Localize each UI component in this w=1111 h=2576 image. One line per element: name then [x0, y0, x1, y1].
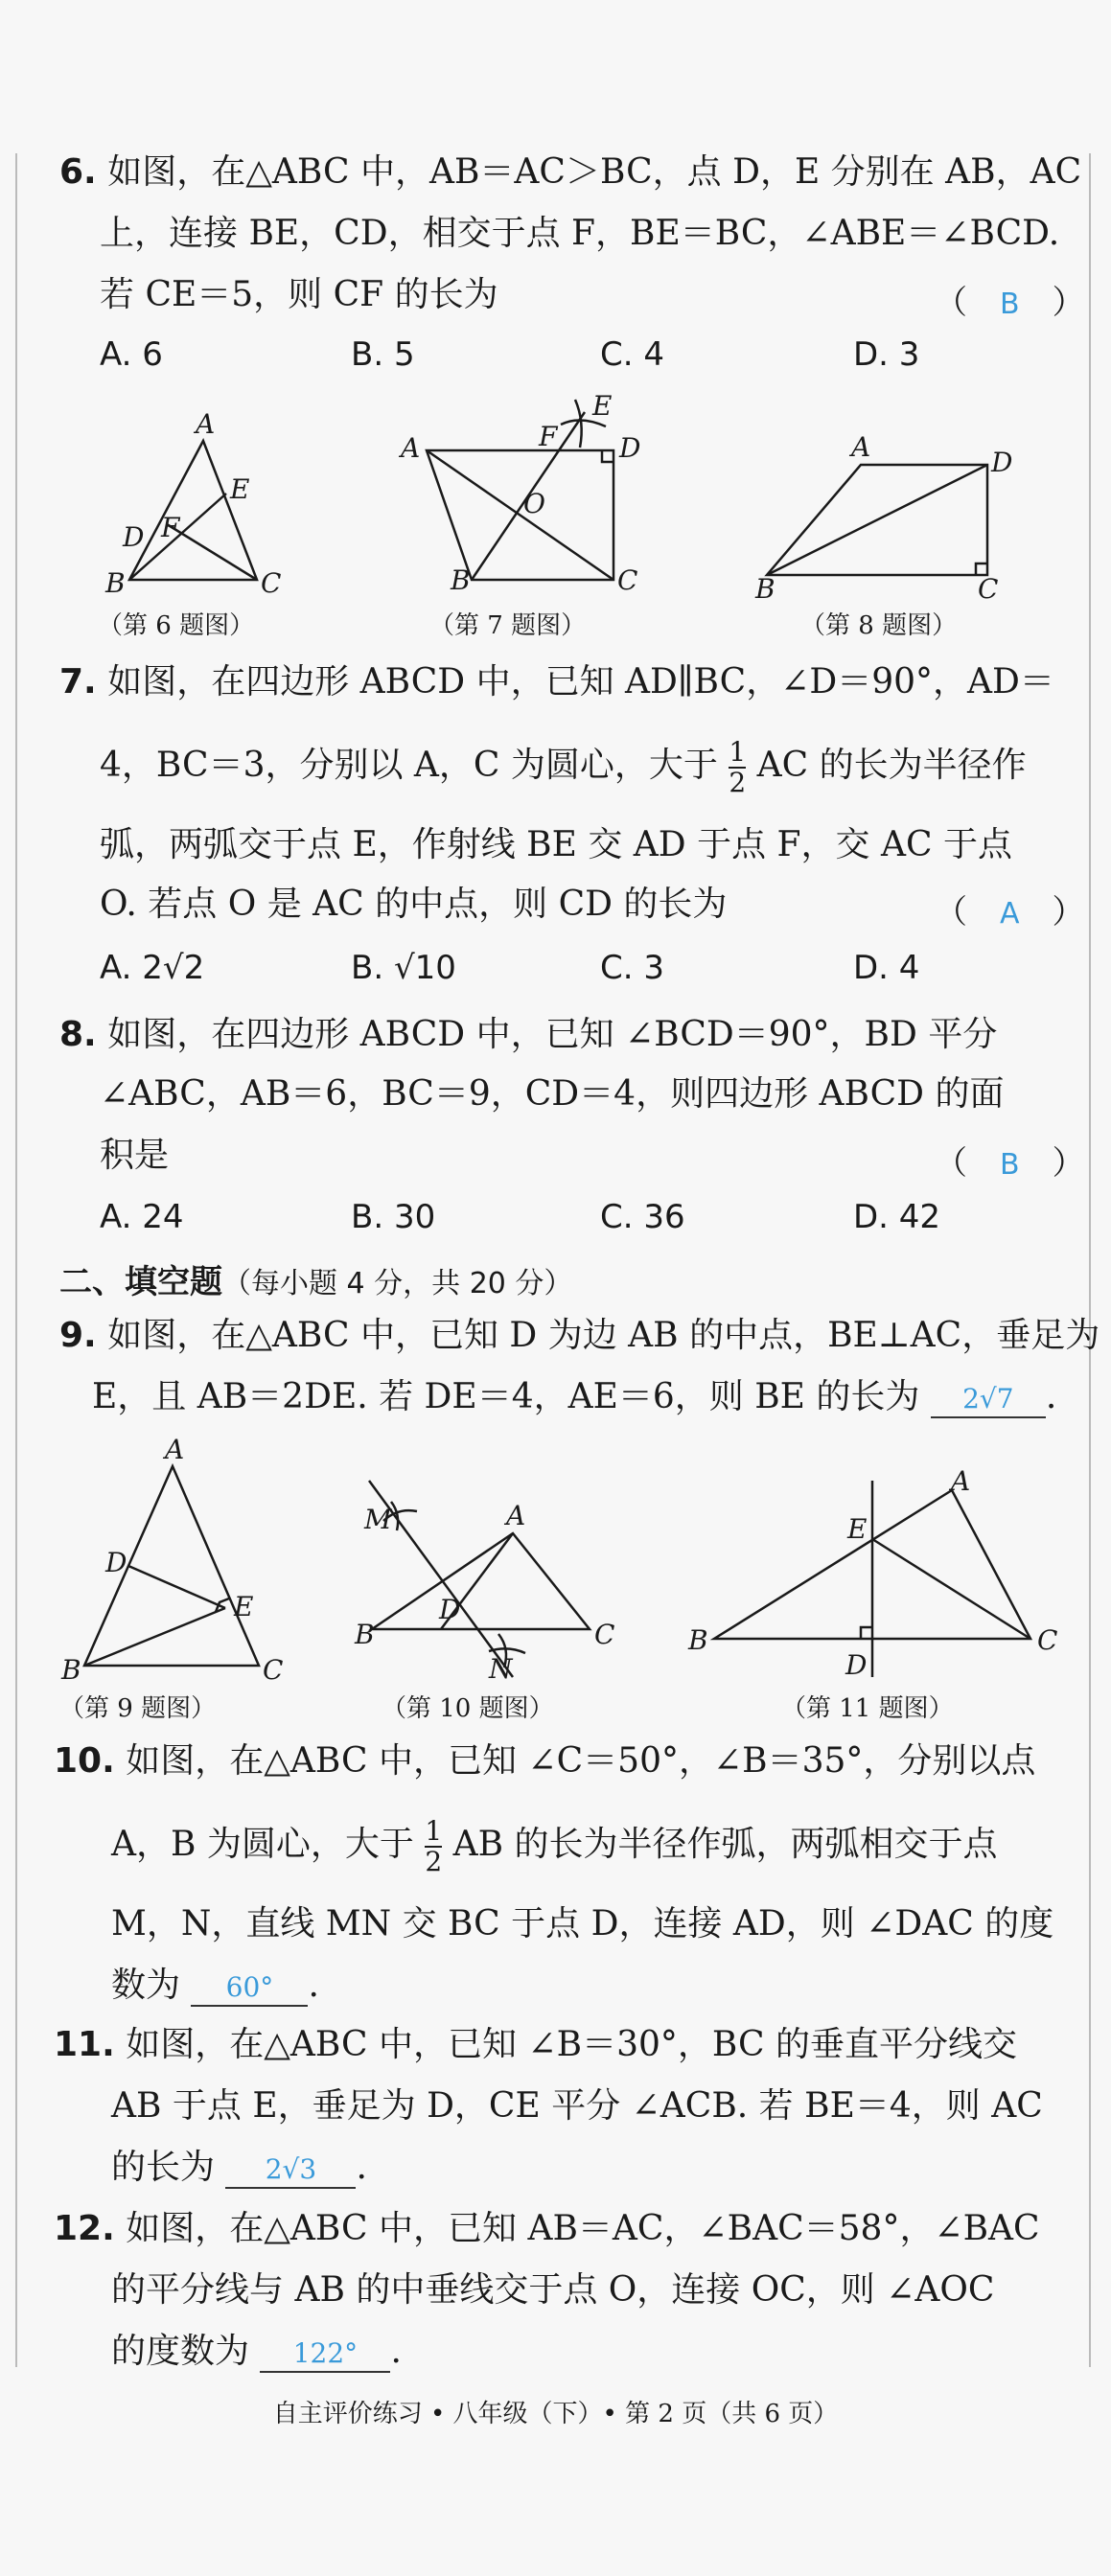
- fig8-diagonal-bd: [767, 465, 987, 575]
- q8-answer: B: [1000, 1148, 1020, 1182]
- q7-fraction-half: [729, 738, 746, 797]
- q11-number: 11.: [54, 2025, 115, 2064]
- q7-text-line3: 弧，两弧交于点 E，作射线 BE 交 AD 于点 F，交 AC 于点: [100, 825, 1012, 864]
- q7-frac-den: 2: [729, 767, 747, 798]
- fig9-label-e: E: [234, 1591, 254, 1622]
- q12-number: 12.: [54, 2209, 115, 2248]
- q11-text-line1: 如图，在△ABC 中，已知 ∠B＝30°，BC 的垂直平分线交: [126, 2025, 1018, 2064]
- q9-answer-blank: 2√7: [931, 1382, 1046, 1418]
- fig6-segment-cd: [167, 524, 257, 580]
- q9-number: 9.: [59, 1316, 97, 1355]
- q6-option-d: D. 3: [853, 335, 920, 374]
- q7-line1: [59, 661, 1054, 703]
- fig7-label-d: D: [619, 432, 641, 464]
- q12-period: .: [390, 2332, 402, 2371]
- q10-frac-num: 1: [425, 1815, 443, 1847]
- fig7-label-a: A: [401, 432, 421, 464]
- fig7-label-c: C: [617, 564, 638, 596]
- q12-text-line3: [111, 2331, 402, 2373]
- fig7-right-angle: [602, 450, 613, 462]
- fig11-label-a: A: [951, 1465, 971, 1497]
- q10-fraction-half: [425, 1817, 442, 1876]
- q6-text-line3: 若 CE＝5，则 CF 的长为: [100, 275, 498, 314]
- fig6-label-b: B: [105, 567, 126, 599]
- figure-8: [748, 422, 1016, 605]
- q6-option-b: B. 5: [351, 335, 415, 374]
- q7-text-line4: O. 若点 O 是 AC 的中点，则 CD 的长为: [100, 885, 728, 924]
- figure-10: [355, 1471, 623, 1687]
- page-footer: 自主评价练习 • 八年级（下）• 第 2 页（共 6 页）: [272, 2400, 839, 2428]
- fig10-label-d: D: [439, 1594, 461, 1625]
- q6-number: 6.: [59, 152, 97, 192]
- q10-frac-den: 2: [425, 1846, 443, 1877]
- figure-11: [681, 1461, 1064, 1687]
- q7-text-line2b: AC 的长为半径作: [756, 746, 1027, 785]
- q8-option-b: B. 30: [351, 1198, 436, 1236]
- q7-text-line1: 如图，在四边形 ABCD 中，已知 AD∥BC，∠D＝90°，AD＝: [107, 662, 1054, 702]
- q12-line1: [54, 2208, 1040, 2250]
- fig6-triangle: [129, 441, 257, 580]
- q10-number: 10.: [54, 1741, 115, 1781]
- q11-text-line2: AB 于点 E，垂足为 D，CE 平分 ∠ACB. 若 BE＝4，则 AC: [111, 2086, 1043, 2126]
- q11-line1: [54, 2024, 1017, 2066]
- fig11-right-angle: [861, 1627, 872, 1639]
- q9-text-line2: [92, 1376, 1056, 1418]
- fig7-caption: （第 7 题图）: [429, 611, 587, 640]
- q8-answer-parens: （ B ）: [935, 1144, 1085, 1183]
- right-margin-rule: [1089, 153, 1091, 2367]
- fig6-caption: （第 6 题图）: [98, 611, 255, 640]
- left-margin-rule: [15, 153, 17, 2367]
- fig10-label-b: B: [355, 1619, 375, 1650]
- fig10-label-a: A: [506, 1500, 526, 1531]
- fig7-diagonal-ac: [427, 450, 613, 580]
- fig9-label-b: B: [61, 1654, 81, 1686]
- fig6-label-c: C: [261, 567, 282, 599]
- fig8-label-c: C: [978, 573, 999, 605]
- q8-text-line2: ∠ABC，AB＝6，BC＝9，CD＝4，则四边形 ABCD 的面: [100, 1074, 1005, 1114]
- section2-title: 二、填空题: [59, 1263, 222, 1301]
- q8-option-a: A. 24: [100, 1198, 184, 1236]
- fig6-label-e: E: [230, 473, 250, 505]
- q12-answer-blank: 122°: [260, 2336, 390, 2373]
- q7-option-a: A. 2√2: [100, 949, 205, 987]
- fig8-caption: （第 8 题图）: [800, 611, 958, 640]
- q10-text-line2b: AB 的长为半径作弧，两弧相交于点: [452, 1825, 998, 1864]
- fig10-label-c: C: [594, 1619, 615, 1650]
- figure-7: [393, 388, 642, 594]
- q10-text-line4: [111, 1965, 319, 2007]
- q7-text-line2a: 4，BC＝3，分别以 A，C 为圆心，大于: [100, 746, 718, 785]
- q8-option-d: D. 42: [853, 1198, 941, 1236]
- q11-text-line3: [111, 2147, 367, 2189]
- figure-9: [58, 1434, 297, 1687]
- fig9-caption: （第 9 题图）: [59, 1694, 217, 1723]
- q10-text-line2a: A，B 为圆心，大于: [111, 1825, 414, 1864]
- fig9-label-d: D: [105, 1547, 127, 1578]
- fig7-label-o: O: [523, 488, 545, 519]
- fig10-label-n: N: [489, 1653, 513, 1685]
- fig11-label-d: D: [845, 1649, 868, 1681]
- q11-text-line3-body: 的长为: [111, 2148, 216, 2187]
- fig8-label-a: A: [851, 431, 871, 463]
- q8-option-c: C. 36: [600, 1198, 685, 1236]
- q9-text-line1: 如图，在△ABC 中，已知 D 为边 AB 的中点，BE⊥AC，垂足为: [107, 1316, 1100, 1355]
- fig10-caption: （第 10 题图）: [382, 1694, 554, 1723]
- q7-frac-num: 1: [729, 736, 747, 768]
- q8-text-line1: 如图，在四边形 ABCD 中，已知 ∠BCD＝90°，BD 平分: [107, 1015, 998, 1054]
- q7-option-c: C. 3: [600, 949, 664, 987]
- fig10-label-m: M: [364, 1504, 392, 1535]
- figure-6: [96, 402, 316, 599]
- fig6-label-f: F: [161, 512, 180, 543]
- fig6-label-d: D: [123, 521, 145, 553]
- q10-text-line1: 如图，在△ABC 中，已知 ∠C＝50°，∠B＝35°，分别以点: [126, 1741, 1036, 1781]
- fig8-label-d: D: [991, 447, 1013, 478]
- fig8-label-b: B: [755, 573, 775, 605]
- q9-text-line2-body: E，且 AB＝2DE. 若 DE＝4，AE＝6，则 BE 的长为: [92, 1377, 920, 1416]
- fig6-label-a: A: [196, 408, 216, 440]
- fig11-label-e: E: [847, 1513, 868, 1545]
- q11-period: .: [356, 2148, 367, 2187]
- fig10-triangle: [372, 1533, 590, 1629]
- q8-number: 8.: [59, 1015, 97, 1054]
- q9-period: .: [1045, 1377, 1057, 1416]
- q11-answer-blank: 2√3: [225, 2152, 356, 2189]
- q6-answer: B: [1000, 288, 1020, 321]
- q10-period: .: [308, 1966, 319, 2005]
- q6-answer-parens: （ B ）: [935, 284, 1085, 322]
- q6-option-a: A. 6: [100, 335, 163, 374]
- q12-text-line2: 的平分线与 AB 的中垂线交于点 O，连接 OC，则 ∠AOC: [111, 2270, 995, 2310]
- q12-text-line3-body: 的度数为: [111, 2332, 250, 2371]
- fig7-label-f: F: [539, 421, 558, 452]
- section2-note: （每小题 4 分，共 20 分）: [222, 1267, 573, 1300]
- q6-line1: [59, 151, 1081, 194]
- q7-text-line2: [100, 738, 1027, 797]
- fig7-label-b: B: [451, 564, 471, 596]
- q9-line1: [59, 1315, 1099, 1357]
- q8-line1: [59, 1014, 997, 1056]
- q7-answer: A: [1000, 897, 1020, 931]
- q10-text-line2: [111, 1817, 998, 1876]
- fig11-label-c: C: [1037, 1624, 1058, 1656]
- fig9-segment-de: [128, 1566, 225, 1608]
- q7-number: 7.: [59, 662, 97, 702]
- q7-option-b: B. √10: [351, 949, 456, 987]
- section-fill-in-blank: [59, 1255, 572, 1302]
- q10-text-line3: M，N，直线 MN 交 BC 于点 D，连接 AD，则 ∠DAC 的度: [111, 1904, 1054, 1944]
- fig9-label-c: C: [263, 1654, 284, 1686]
- q7-answer-parens: （ A ）: [935, 893, 1085, 932]
- q6-option-c: C. 4: [600, 335, 664, 374]
- q6-text-line2: 上，连接 BE，CD，相交于点 F，BE＝BC，∠ABE＝∠BCD.: [100, 214, 1060, 253]
- q10-text-line4-body: 数为: [111, 1966, 181, 2005]
- q12-text-line1: 如图，在△ABC 中，已知 AB＝AC，∠BAC＝58°，∠BAC: [126, 2209, 1040, 2248]
- q10-answer-blank: 60°: [191, 1970, 308, 2007]
- q6-text-line1: 如图，在△ABC 中，AB＝AC＞BC，点 D，E 分别在 AB，AC: [107, 152, 1082, 192]
- q8-text-line3: 积是: [100, 1136, 170, 1175]
- fig9-label-a: A: [165, 1434, 185, 1465]
- q10-line1: [54, 1740, 1035, 1782]
- fig11-segment-ce: [872, 1539, 1030, 1639]
- fig7-label-e: E: [592, 390, 613, 422]
- fig11-caption: （第 11 题图）: [781, 1694, 954, 1723]
- q7-option-d: D. 4: [853, 949, 920, 987]
- fig11-label-b: B: [688, 1624, 708, 1656]
